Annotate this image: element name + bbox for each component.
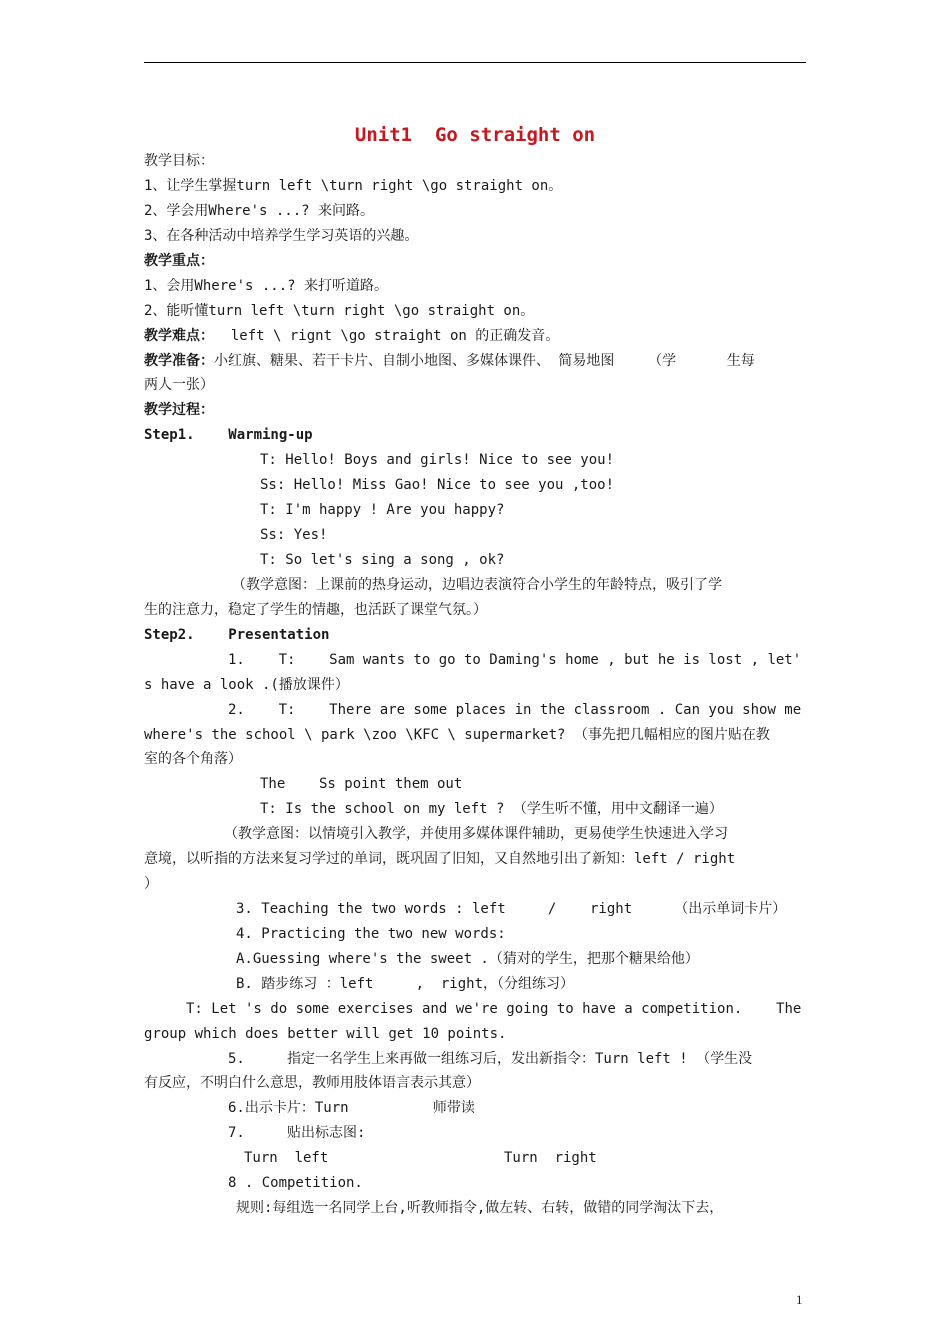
step2-item-1: 1. T: Sam wants to go to Daming's home , but he is lost , let' <box>228 652 802 668</box>
step2-item-4a: A.Guessing where's the sweet .（猜对的学生，把那个糖果给他） <box>236 951 699 967</box>
step2-item-6: 6.出示卡片：Turn 师带读 <box>228 1100 475 1116</box>
page-number: 1 <box>796 1292 803 1307</box>
preparation-text-cont: 两人一张） <box>144 377 214 393</box>
dialogue-line: T: So let's sing a song , ok? <box>260 552 505 568</box>
key-point-item: 1、会用Where's ...? 来打听道路。 <box>144 278 389 294</box>
step2-item-2-line: The Ss point them out <box>260 776 463 792</box>
objective-item: 1、让学生掌握turn left \turn right \go straight on。 <box>144 178 563 194</box>
page-title: Unit1 Go straight on <box>354 124 596 146</box>
objectives-heading: 教学目标： <box>144 153 214 169</box>
sign-turn-right: Turn right <box>504 1150 597 1166</box>
step2-item-3: 3. Teaching the two words : left / right （出示单词卡片） <box>236 901 787 917</box>
competition-rules: 规则:每组选一名同学上台,听教师指令,做左转、右转，做错的同学淘汰下去， <box>236 1200 724 1216</box>
preparation-line <box>144 352 755 370</box>
difficulties-heading: 教学难点： <box>144 328 214 344</box>
step2-item-8: 8 . Competition. <box>228 1175 363 1191</box>
dialogue-line: T: I'm happy ! Are you happy? <box>260 502 505 518</box>
step1-intent: （教学意图：上课前的热身运动，边唱边表演符合小学生的年龄特点，吸引了学 <box>232 577 722 593</box>
step2-item-2-line: T: Is the school on my left ? （学生听不懂，用中文翻译一遍） <box>260 801 723 817</box>
step1-intent-cont: 生的注意力，稳定了学生的情趣，也活跃了课堂气氛。） <box>144 602 487 618</box>
step2-item-2: 2. T: There are some places in the classroom . Can you show me <box>228 702 802 718</box>
objective-item: 2、学会用Where's ...? 来问路。 <box>144 203 375 219</box>
step2-item-5-cont: 有反应，不明白什么意思，教师用肢体语言表示其意） <box>144 1075 480 1091</box>
step2-item-2-cont: where's the school \ park \zoo \KFC \ supermarket? （事先把几幅相应的图片贴在教 <box>144 727 770 743</box>
key-point-item: 2、能听懂turn left \turn right \go straight on。 <box>144 303 535 319</box>
step2-item-1-cont: s have a look .(播放课件） <box>144 677 349 693</box>
teacher-line-cont: group which does better will get 10 points. <box>144 1026 507 1042</box>
dialogue-line: Ss: Yes! <box>260 527 328 543</box>
step2-intent-cont: ） <box>144 876 158 892</box>
step2-item-4: 4. Practicing the two new words: <box>236 926 506 942</box>
step2-item-4b: B. 踏步练习 ：left , right，（分组练习） <box>236 976 575 992</box>
dialogue-line: T: Hello! Boys and girls! Nice to see you! <box>260 452 615 468</box>
dialogue-line: Ss: Hello! Miss Gao! Nice to see you ,too! <box>260 477 615 493</box>
sign-turn-left: Turn left <box>244 1150 329 1166</box>
step2-item-2-cont: 室的各个角落） <box>144 751 242 767</box>
step1-label: Step1. Warming-up <box>144 427 313 443</box>
teacher-line: T: Let 's do some exercises and we're going to have a competition. The <box>186 1001 802 1017</box>
difficulties-line <box>144 327 559 345</box>
objective-item: 3、在各种活动中培养学生学习英语的兴趣。 <box>144 228 419 244</box>
key-points-heading: 教学重点： <box>144 253 214 269</box>
difficulties-text: left \ rignt \go straight on 的正确发音。 <box>214 328 560 344</box>
preparation-text: 小红旗、糖果、若干卡片、自制小地图、多媒体课件、 简易地图 （学 生每 <box>214 353 755 369</box>
process-heading: 教学过程： <box>144 402 214 418</box>
header-rule <box>144 62 806 63</box>
step2-intent-cont: 意境，以听指的方法来复习学过的单词，既巩固了旧知，又自然地引出了新知：left / right <box>144 851 736 867</box>
step2-intent: （教学意图：以情境引入教学，并使用多媒体课件辅助，更易使学生快速进入学习 <box>224 826 728 842</box>
step2-item-7: 7. 贴出标志图: <box>228 1125 366 1141</box>
preparation-heading: 教学准备： <box>144 353 214 369</box>
step2-label: Step2. Presentation <box>144 627 330 643</box>
step2-item-5: 5. 指定一名学生上来再做一组练习后，发出新指令：Turn left ! （学生没 <box>228 1051 753 1067</box>
